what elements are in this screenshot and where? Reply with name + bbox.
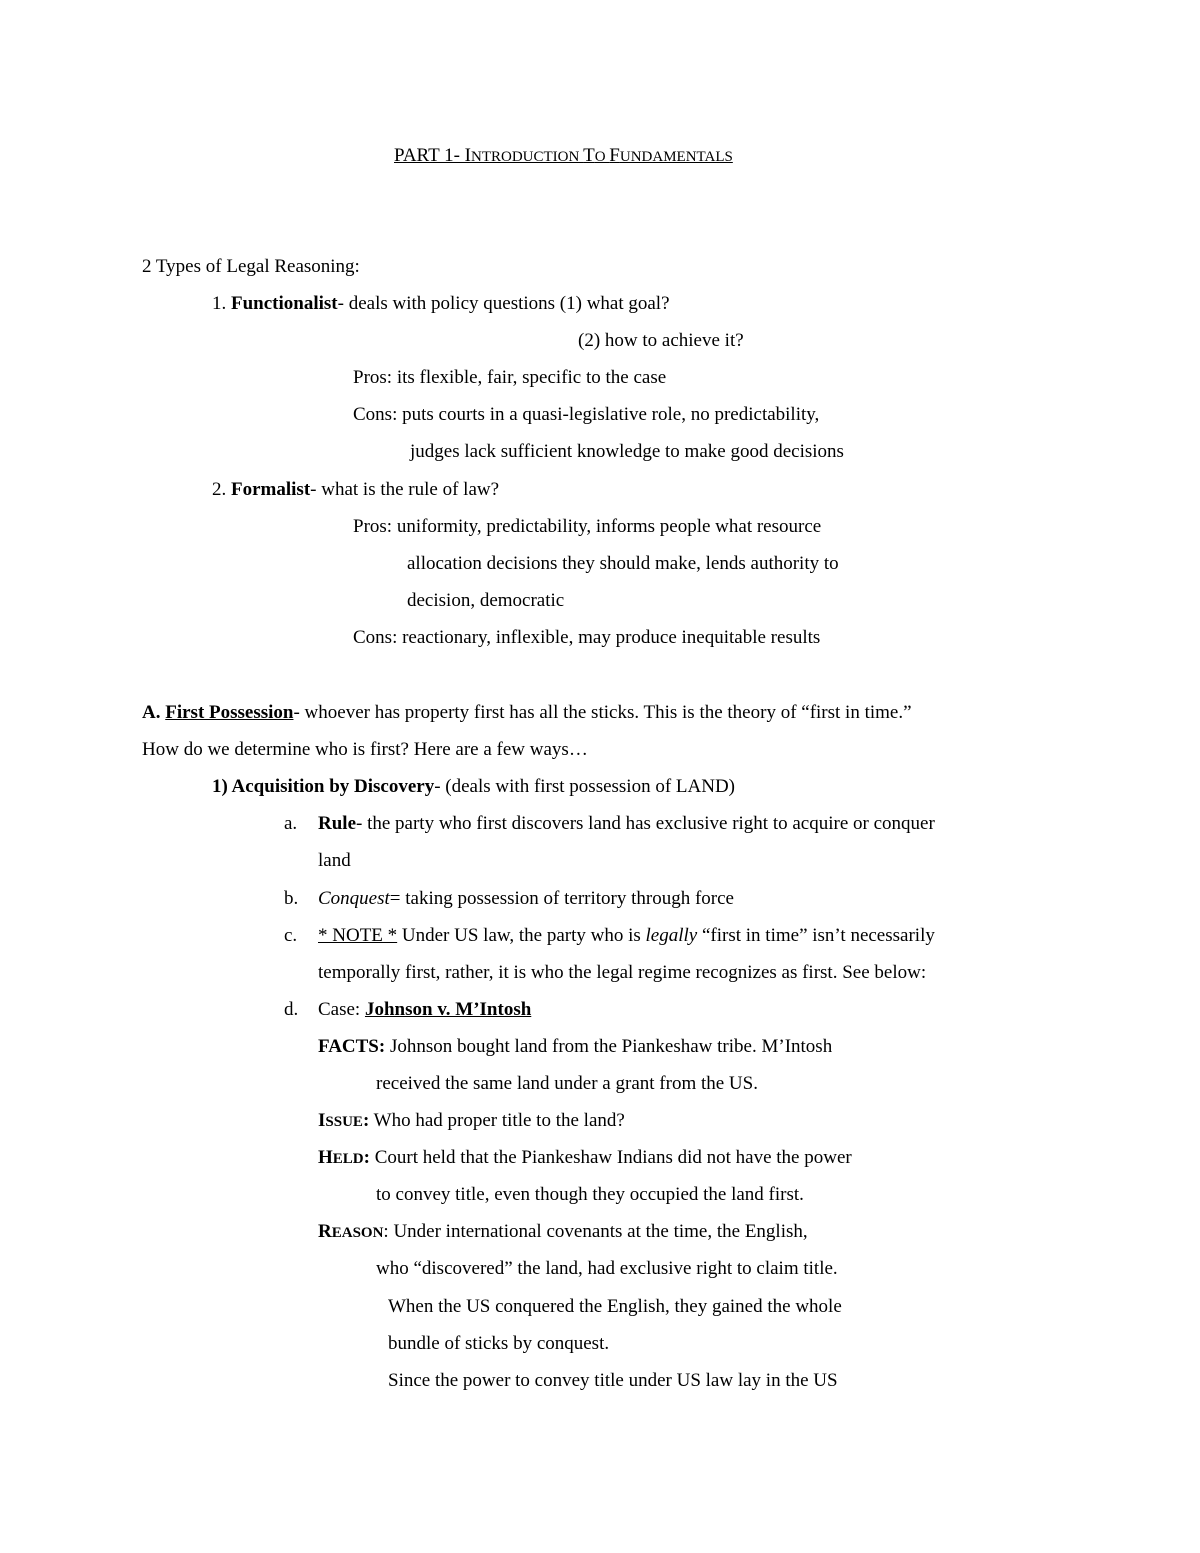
discovery-item xyxy=(212,776,735,798)
formalist-pros-cont: allocation decisions they should make, lends authority to xyxy=(407,553,839,574)
facts-line xyxy=(318,1036,832,1058)
discovery-term: Acquisition by Discovery xyxy=(231,776,435,797)
page-title xyxy=(394,145,733,168)
title-part: NTRODUCTION xyxy=(471,149,584,165)
reason-label xyxy=(318,1221,383,1242)
discovery-text: - (deals with first possession of LAND) xyxy=(434,776,736,797)
note-text: Under US law, the party who is xyxy=(397,925,646,946)
list-marker: b. xyxy=(284,888,299,909)
rule-item xyxy=(318,813,935,835)
facts-text-cont: received the same land under a grant from the US. xyxy=(376,1073,758,1094)
held-label-part: H xyxy=(318,1147,333,1168)
held-label-part: ELD xyxy=(332,1151,364,1167)
conquest-item xyxy=(318,888,734,910)
facts-text: Johnson bought land from the Piankeshaw tribe. M’Intosh xyxy=(385,1036,833,1057)
issue-label-part: SSUE xyxy=(325,1114,363,1130)
reason-text-cont: When the US conquered the English, they gained the whole xyxy=(388,1296,842,1317)
note-text-cont: temporally first, rather, it is who the legal regime recognizes as first. See below: xyxy=(318,962,927,983)
rule-term: Rule xyxy=(318,813,356,834)
title-part: F xyxy=(609,145,620,166)
first-possession-text-cont: How do we determine who is first? Here are a few ways… xyxy=(142,739,588,760)
rule-text: - the party who first discovers land has exclusive right to acquire or conquer xyxy=(356,813,935,834)
held-text-cont: to convey title, even though they occupied the land first. xyxy=(376,1184,804,1205)
first-possession-text: - whoever has property first has all the sticks. This is the theory of “first in time.” xyxy=(293,702,912,723)
reasoning-heading: 2 Types of Legal Reasoning: xyxy=(142,256,360,277)
section-letter: A. xyxy=(142,702,166,723)
note-text: “first in time” isn’t necessarily xyxy=(697,925,935,946)
note-item xyxy=(318,925,935,947)
item-number: 1. xyxy=(212,293,231,314)
title-part: O xyxy=(594,149,610,165)
reason-text-cont: Since the power to convey title under US law lay in the US xyxy=(388,1370,838,1391)
list-marker: c. xyxy=(284,925,298,946)
case-label: Case: xyxy=(318,999,365,1020)
functionalist-pros: Pros: its flexible, fair, specific to the case xyxy=(353,367,667,388)
issue-label-part: I xyxy=(318,1110,326,1131)
functionalist-cons: Cons: puts courts in a quasi-legislative role, no predictability, xyxy=(353,404,820,425)
conquest-term: Conquest xyxy=(318,888,390,909)
formalist-item xyxy=(212,479,499,501)
case-name: Johnson v. M’Intosh xyxy=(364,999,532,1020)
title-part: UNDAMENTALS xyxy=(619,149,733,165)
held-line xyxy=(318,1147,852,1170)
note-label: * NOTE * xyxy=(318,925,398,946)
formalist-text: - what is the rule of law? xyxy=(310,479,500,500)
functionalist-question-2: (2) how to achieve it? xyxy=(578,330,744,351)
held-label xyxy=(318,1147,370,1168)
legally-emphasis: legally xyxy=(645,925,698,946)
held-label-part: : xyxy=(363,1147,370,1168)
held-text: Court held that the Piankeshaw Indians did not have the power xyxy=(369,1147,852,1168)
functionalist-item xyxy=(212,293,670,315)
list-marker: a. xyxy=(284,813,298,834)
first-possession-heading xyxy=(142,702,912,724)
issue-label-part: : xyxy=(362,1110,370,1131)
reason-text-cont: who “discovered” the land, had exclusive right to claim title. xyxy=(376,1258,838,1279)
functionalist-term: Functionalist xyxy=(231,293,338,314)
reason-text: : Under international covenants at the time, the English, xyxy=(383,1221,808,1242)
formalist-term: Formalist xyxy=(231,479,311,500)
facts-label: FACTS: xyxy=(318,1036,386,1057)
conquest-text: = taking possession of territory through force xyxy=(389,888,734,909)
issue-text: Who had proper title to the land? xyxy=(369,1110,625,1131)
formalist-pros-cont: decision, democratic xyxy=(407,590,565,611)
list-marker: d. xyxy=(284,999,299,1020)
functionalist-text: - deals with policy questions (1) what goal? xyxy=(337,293,670,314)
reason-label-part: R xyxy=(318,1221,332,1242)
reason-text-cont: bundle of sticks by conquest. xyxy=(388,1333,610,1354)
formalist-cons: Cons: reactionary, inflexible, may produce inequitable results xyxy=(353,627,821,648)
formalist-pros: Pros: uniformity, predictability, informs people what resource xyxy=(353,516,822,537)
reason-label-part: EASON xyxy=(331,1225,384,1241)
issue-line xyxy=(318,1110,625,1133)
functionalist-cons-cont: judges lack sufficient knowledge to make good decisions xyxy=(410,441,844,462)
item-number: 2. xyxy=(212,479,231,500)
issue-label xyxy=(318,1110,369,1131)
title-part: PART 1- I xyxy=(394,145,471,166)
item-number: 1) xyxy=(212,776,232,797)
rule-text-cont: land xyxy=(318,850,351,871)
reason-line xyxy=(318,1221,808,1244)
title-part: T xyxy=(583,145,595,166)
case-item xyxy=(318,999,531,1021)
first-possession-term: First Possession xyxy=(165,702,294,723)
